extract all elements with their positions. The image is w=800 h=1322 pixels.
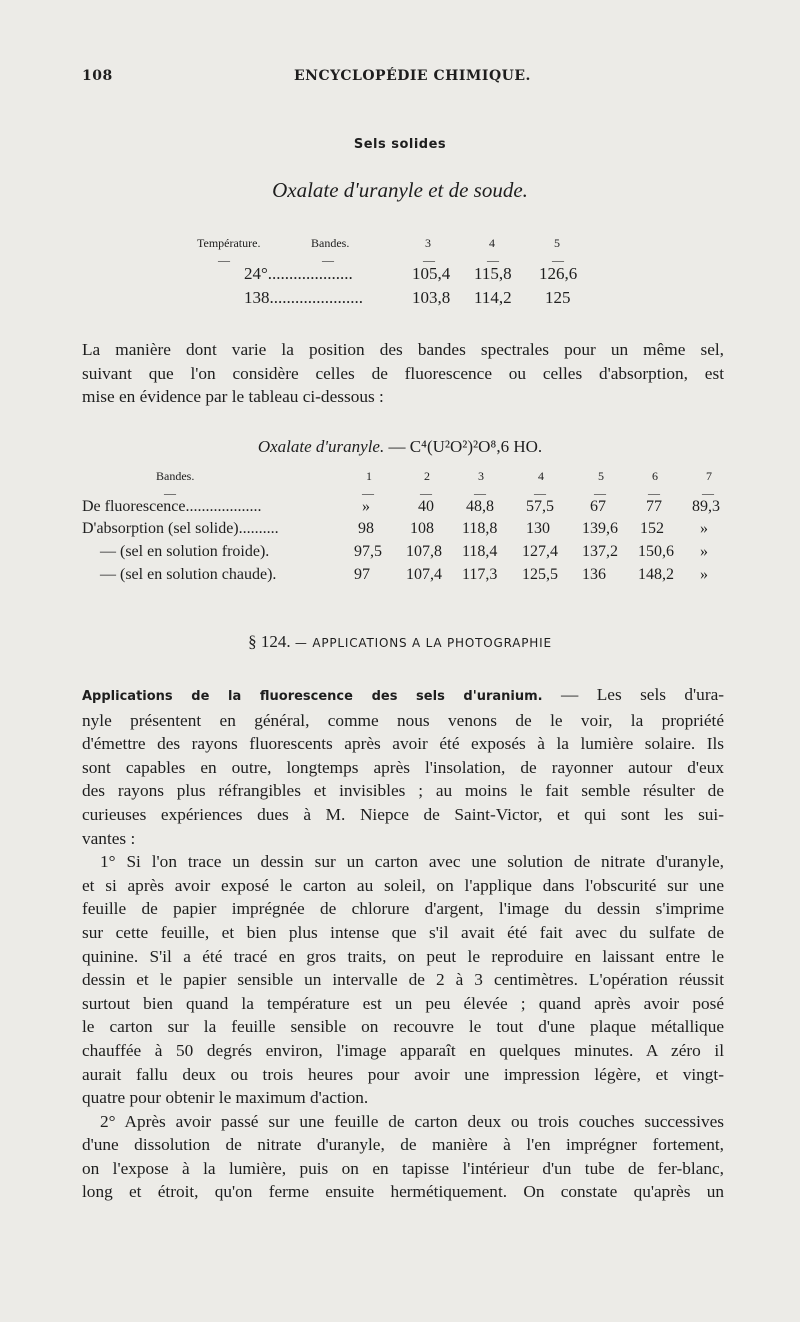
table-cell: 107,4 <box>406 566 442 583</box>
section-heading-124 <box>0 632 800 652</box>
table-cell: 48,8 <box>466 498 494 515</box>
table-cell: 148,2 <box>638 566 674 583</box>
table-cell: 150,6 <box>638 543 674 560</box>
table-cell: 139,6 <box>582 520 618 537</box>
text-line: et si après avoir exposé le carton au soleil, on l'applique dans l'obscurité sur une <box>82 875 724 895</box>
table-cell: 152 <box>640 520 664 537</box>
formula-line <box>0 437 800 457</box>
table-cell: 127,4 <box>522 543 558 560</box>
column-header: 1 <box>366 469 372 483</box>
column-header: 5 <box>554 236 560 250</box>
table-cell: 103,8 <box>412 288 451 307</box>
text-line: on l'expose à la lumière, puis on en tapisse l'intérieur d'un tube de fer-blanc, <box>82 1158 724 1178</box>
table-cell: 107,8 <box>406 543 442 560</box>
row-label: — (sel en solution froide). <box>100 543 270 560</box>
column-header: 3 <box>425 236 431 250</box>
text-line: mise en évidence par le tableau ci-dessous : <box>82 387 384 407</box>
table-cell: 77 <box>646 498 662 515</box>
text-line: surtout bien quand la température est un peu élevée ; quand après avoir posé <box>82 993 724 1013</box>
bandes-header: Bandes. <box>156 469 195 483</box>
row-label: D'absorption (sel solide).......... <box>82 520 279 537</box>
text-line: sur cette feuille, et bien plus intense que s'il avait été fait avec du sulfate de <box>82 922 724 942</box>
column-header: 7 <box>706 469 712 483</box>
table-cell: 125,5 <box>522 566 558 583</box>
formula-name: Oxalate d'uranyle. <box>257 437 385 456</box>
row-label: 24°.................... <box>244 264 353 283</box>
subtitle: Oxalate d'uranyle et de soude. <box>272 178 528 202</box>
table-cell: » <box>362 498 370 515</box>
table-cell: 97,5 <box>354 543 382 560</box>
text-line: La manière dont varie la position des bandes spectrales pour un même sel, <box>82 340 724 359</box>
table-cell: 126,6 <box>539 264 578 283</box>
table-cell: » <box>700 543 708 560</box>
text-line: 1° Si l'on trace un dessin sur un carton avec une solution de nitrate d'uranyle, <box>100 852 724 872</box>
table-cell: 105,4 <box>412 264 451 283</box>
table-cell: 137,2 <box>582 543 618 560</box>
column-header: 6 <box>652 469 658 483</box>
page-number: 108 <box>82 68 113 84</box>
table-cell: 114,2 <box>474 288 512 307</box>
book-page: 108 ENCYCLOPÉDIE CHIMIQUE. Sels solides Oxalate d'uranyle et de soude. Température. Bandes. 3 4 5 — — — — — 24°.................... 105,4 115,8 126,6 138...................... 103,8 114,2 125 La manière dont varie la position des bandes spectrales pour un même sel, suivant que l'on considère celles de fluorescence ou celles d'absorption, est mise en évidence par le tableau ci-dessous : Oxalate d'uranyle. — C⁴(U²O²)²O⁸,6 HO. Bandes. 1 2 3 4 5 6 7 — — — — — — — — De fluorescence................... » 40 48,8 57,5 67 77 89,3 D'absorption (sel solide).......... 98 108 118,8 130 139,6 152 » — (sel en solution froide). 97,5 107,8 118,4 127,4 137,2 150,6 » — (sel en solution chaude). 97 107,4 117,3 125,5 136 148,2 » § 124. — APPLICATIONS A LA PHOTOGRAPHIE Applications de la fluorescence des sels d'uranium. — Les sels d'ura- nyle présentent en général, comme nous venons de le voir, la propriété d'émettre des rayons fluorescents après avoir été exposés à la lumière solaire. Ils sont capables en outre, longtemps après l'insolation, de rayonner autour d'eux des rayons plus réfrangibles et invisibles ; au moins le fait semble résulter de curieuses expériences dues à M. Niepce de Saint-Victor, et qui sont les sui- vantes : 1° Si l'on trace un dessin sur un carton avec une solution de nitrate d'uranyle, et si après avoir exposé le carton au soleil, on l'applique dans l'obscurité sur une feuille de papier imprégnée de chlorure d'argent, l'image du dessin s'imprime sur cette feuille, et bien plus intense que s'il avait été fait avec du sulfate de quinine. S'il a été tracé en gros traits, on peut le reproduire en laissant entre le dessin et le papier sensible un intervalle de 2 à 3 centimètres. L'opération réussit surtout bien quand la température est un peu élevée ; quand après avoir posé le carton sur la feuille sensible on recouvre le tout d'une plaque métallique chauffée à 50 degrés environ, l'image apparaît en quelques minutes. A zéro il aurait fallu deux ou trois heures pour avoir une impression légère, et vingt- quatre pour obtenir le maximum d'action. 2° Après avoir passé sur une feuille de carton deux ou trois couches successives d'une dissolution de nitrate d'uranyle, de manière à l'en imprégner fortement, on l'expose à la lumière, puis on en tapisse l'intérieur d'un tube de fer-blanc, long et étroit, qu'on ferme ensuite hermétiquement. On constate qu'après un <box>0 0 800 1322</box>
row-label: 138...................... <box>244 288 363 307</box>
text-line: le carton sur la feuille sensible on recouvre le tout d'une plaque métallique <box>82 1017 724 1037</box>
section-sign: § 124. <box>248 632 291 651</box>
column-header: 4 <box>489 236 495 250</box>
table-cell: 136 <box>582 566 606 583</box>
table-cell: 40 <box>418 498 434 515</box>
table-cell: 130 <box>526 520 550 537</box>
column-header: Bandes. <box>311 236 350 250</box>
table-cell: 115,8 <box>474 264 512 283</box>
table-cell: 118,8 <box>462 520 498 537</box>
table-cell: 98 <box>358 520 374 537</box>
text-line: aurait fallu deux ou trois heures pour avoir une impression légère, et vingt- <box>82 1064 724 1084</box>
running-header <box>82 68 722 94</box>
table-cell: 125 <box>545 288 571 307</box>
text-line: 2° Après avoir passé sur une feuille de carton deux ou trois couches successives <box>100 1111 724 1131</box>
column-header: Température. <box>197 236 261 250</box>
section-title: — APPLICATIONS A LA PHOTOGRAPHIE <box>294 636 552 650</box>
text-line: quinine. S'il a été tracé en gros traits, on peut le reproduire en laissant entre le <box>82 946 724 966</box>
text-line: quatre pour obtenir le maximum d'action. <box>82 1088 369 1108</box>
column-header: 3 <box>478 469 484 483</box>
text-line: long et étroit, qu'on ferme ensuite hermétiquement. On constate qu'après un <box>82 1182 724 1202</box>
text-line: curieuses expériences dues à M. Niepce de Saint-Victor, et qui sont les sui- <box>82 804 724 824</box>
formula-expression: — C⁴(U²O²)²O⁸,6 HO. <box>388 437 543 456</box>
table-cell: 108 <box>410 520 434 537</box>
section-heading: Sels solides <box>353 137 447 152</box>
text-line: d'une dissolution de nitrate d'uranyle, de manière à l'en imprégner fortement, <box>82 1135 724 1155</box>
row-label: De fluorescence................... <box>82 498 262 515</box>
table-cell: 118,4 <box>462 543 498 560</box>
table-cell: 57,5 <box>526 498 554 515</box>
body-text <box>82 683 724 1204</box>
table-cell: 67 <box>590 498 606 515</box>
text-line: d'émettre des rayons fluorescents après avoir été exposés à la lumière solaire. Ils <box>82 734 724 754</box>
text-line: suivant que l'on considère celles de fluorescence ou celles d'absorption, est <box>82 363 724 383</box>
column-header: 5 <box>598 469 604 483</box>
text-line: feuille de papier imprégnée de chlorure d'argent, l'image du dessin s'imprime <box>82 899 724 919</box>
text-line: vantes : <box>82 828 136 848</box>
text-line: chauffée à 50 degrés environ, l'image apparaît en quelques minutes. A zéro il <box>82 1040 724 1060</box>
text-line: nyle présentent en général, comme nous venons de le voir, la propriété <box>82 710 724 730</box>
text-line: sont capables en outre, longtemps après l'insolation, de rayonner autour d'eux <box>82 757 724 777</box>
text-line: des rayons plus réfrangibles et invisibles ; au moins le fait semble résulter de <box>82 781 724 801</box>
running-title: ENCYCLOPÉDIE CHIMIQUE. <box>294 68 531 84</box>
table-cell: » <box>700 566 708 583</box>
text-line: Applications de la fluorescence des sels d'uranium. — Les sels d'ura- <box>82 685 724 704</box>
intro-paragraph <box>82 338 724 409</box>
paragraph-lead: Applications de la fluorescence des sels d'uranium. <box>82 689 543 704</box>
text-line: dessin et le papier sensible un intervalle de 2 à 3 centimètres. L'opération réussit <box>82 970 724 990</box>
table-cell: » <box>700 520 708 537</box>
row-label: — (sel en solution chaude). <box>100 566 277 583</box>
column-header: 4 <box>538 469 544 483</box>
column-header: 2 <box>424 469 430 483</box>
table-cell: 117,3 <box>462 566 498 583</box>
table-cell: 97 <box>354 566 370 583</box>
table-cell: 89,3 <box>692 498 720 515</box>
